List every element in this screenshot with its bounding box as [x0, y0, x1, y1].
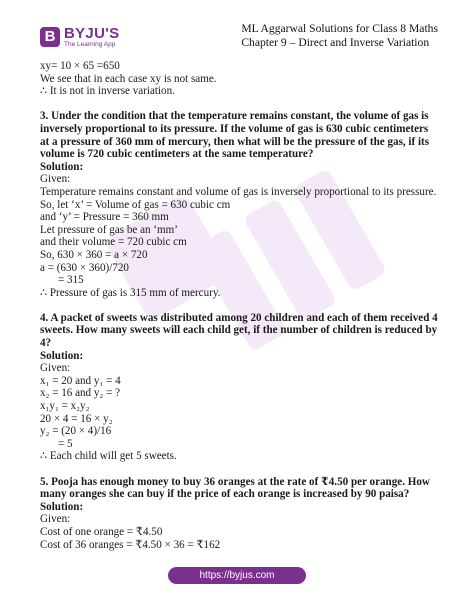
solution-line: Given:: [40, 513, 71, 526]
solution-line: x₁y₁ = x₂y₂: [40, 400, 90, 413]
solution-label: Solution:: [40, 500, 84, 513]
solution-line: 20 × 4 = 16 × y₂: [40, 412, 113, 425]
solution-line: y₂ = (20 × 4)/16: [40, 425, 112, 438]
question-4: 4. A packet of sweets was distributed among 20 children and each of them received 4 sweets. How many sweets will each child get, if the number of children is reduced by 4?: [40, 311, 438, 350]
document-body: [40, 60, 440, 551]
header-title: ML Aggarwal Solutions for Class 8 Maths: [241, 22, 438, 35]
prev-line: ∴ It is not in inverse variation.: [40, 85, 175, 98]
solution-line: Given:: [40, 173, 71, 186]
solution-line: x₁ = 20 and y₁ = 4: [40, 374, 121, 387]
solution-line: x₂ = 16 and y₂ = ?: [40, 387, 121, 400]
solution-line: and ‘y’ = Pressure = 360 mm: [40, 211, 169, 224]
solution-line: and their volume = 720 cubic cm: [40, 236, 187, 249]
prev-line: We see that in each case xy is not same.: [40, 72, 217, 85]
question-3: 3. Under the condition that the temperature remains constant, the volume of gas is inversely proportional to its pressure. If the volume of gas is 630 cubic centimeters at a pressure of 360 mm of mercury, then what will be the pressure of the gas, if its volume is 720 cubic centimeters at the same temperature?: [40, 110, 430, 161]
solution-line: So, let ‘x’ = Volume of gas = 630 cubic cm: [40, 198, 231, 211]
solution-line: Cost of one orange = ₹4.50: [40, 525, 163, 538]
page-header: [241, 22, 438, 49]
brand-badge-icon: B: [40, 27, 60, 47]
solution-line: So, 630 × 360 = a × 720: [40, 248, 148, 261]
solution-line: Temperature remains constant and volume of gas is inversely proportional to its pressure.: [40, 185, 437, 198]
prev-line: xy= 10 × 65 =650: [40, 60, 120, 72]
solution-label: Solution:: [40, 160, 84, 173]
solution-line: = 315: [58, 274, 84, 287]
header-chapter: Chapter 9 – Direct and Inverse Variation: [241, 35, 430, 49]
brand-name: BYJU'S: [64, 25, 120, 42]
solution-label: Solution:: [40, 349, 84, 362]
brand-tagline: The Learning App: [64, 41, 116, 48]
brand-text: [64, 26, 119, 49]
solution-line: ∴ Each child will get 5 sweets.: [40, 450, 177, 463]
brand-logo: [40, 26, 119, 49]
solution-line: Let pressure of gas be an ‘mm’: [40, 223, 179, 236]
solution-line: Given:: [40, 362, 71, 375]
solution-line: Cost of 36 oranges = ₹4.50 × 36 = ₹162: [40, 538, 221, 551]
question-5: 5. Pooja has enough money to buy 36 oranges at the rate of ₹4.50 per orange. How many oranges she can buy if the price of each orange is increased by 90 paisa?: [40, 475, 430, 501]
solution-line: = 5: [58, 437, 73, 450]
footer-url-link[interactable]: https://byjus.com: [168, 567, 306, 584]
solution-line: a = (630 × 360)/720: [40, 261, 129, 274]
solution-line: ∴ Pressure of gas is 315 mm of mercury.: [40, 286, 221, 299]
